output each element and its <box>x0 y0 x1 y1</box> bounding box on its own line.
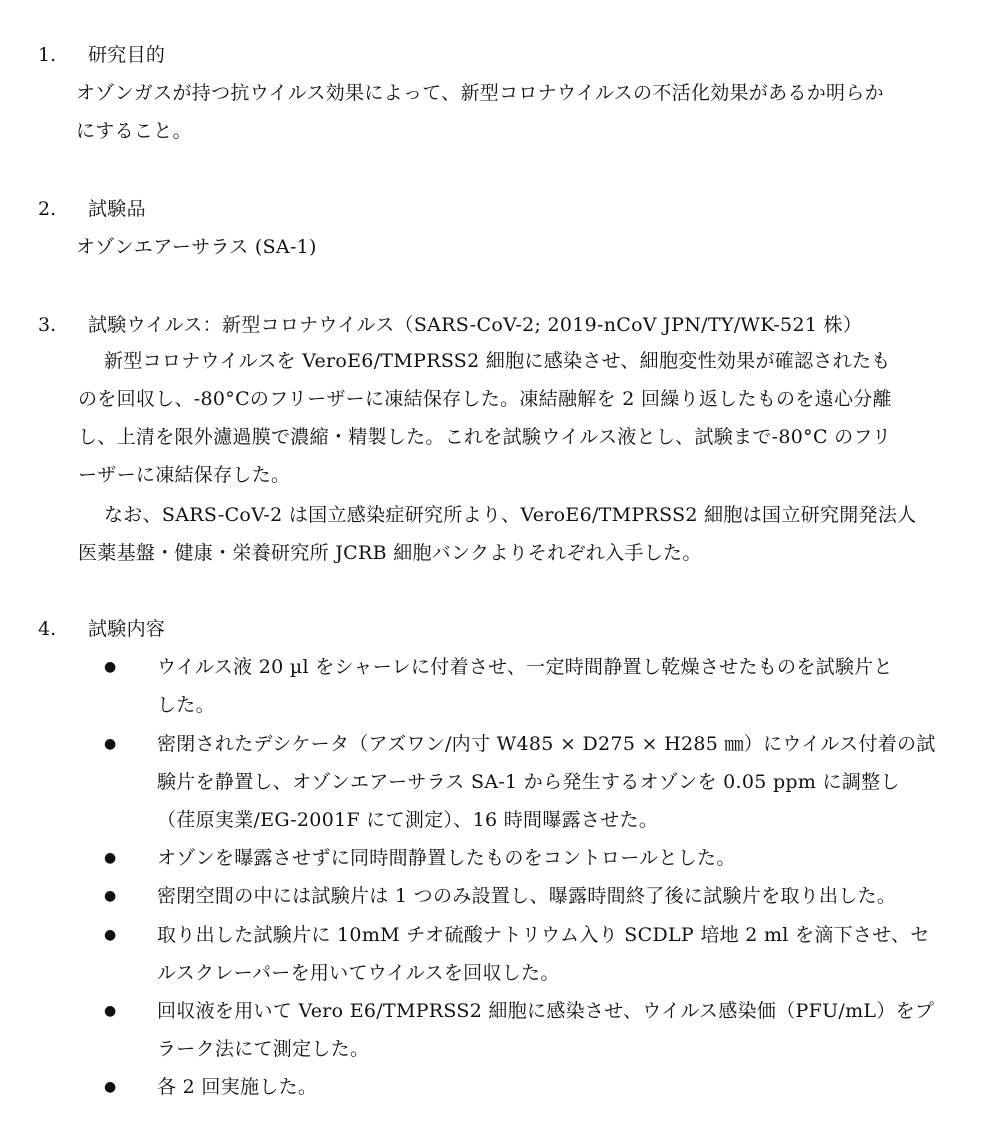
list-item-line: 験片を静置し、オゾンエアーサラス SA-1 から発生するオゾンを 0.05 ppm に調整し <box>157 771 900 793</box>
paragraph-line: ーザーに凍結保存した。 <box>78 464 291 486</box>
list-item-line: 回収液を用いて Vero E6/TMPRSS2 細胞に感染させ、ウイルス感染価（PFU/mL）をプ <box>157 1000 935 1022</box>
section-number: 4. <box>38 618 57 640</box>
list-item-line: ウイルス液 20 µl をシャーレに付着させ、一定時間静置し乾燥させたものを試験片と <box>157 656 893 678</box>
list-item-line: した。 <box>157 694 215 716</box>
list-item-line: オゾンを曝露させずに同時間静置したものをコントロールとした。 <box>157 847 736 869</box>
section-number: 2. <box>38 198 57 220</box>
list-item-line: ラーク法にて測定した。 <box>157 1038 370 1060</box>
section-heading: 試験内容 <box>88 618 166 640</box>
section-number: 3. <box>38 314 57 336</box>
section-number: 1. <box>38 44 57 66</box>
paragraph-line: し、上清を限外濾過膜で濃縮・精製した。これを試験ウイルス液とし、試験まで-80°C のフリ <box>78 426 892 448</box>
paragraph-line: オゾンエアーサラス (SA-1) <box>76 236 317 258</box>
bullet-icon: ● <box>104 659 117 675</box>
paragraph-line: なお、SARS-CoV-2 は国立感染症研究所より、VeroE6/TMPRSS2 細胞は国立研究開発法人 <box>104 504 917 526</box>
paragraph-line: オゾンガスが持つ抗ウイルス効果によって、新型コロナウイルスの不活化効果があるか明らか <box>76 82 884 104</box>
section-heading: 試験ウイルス：新型コロナウイルス（SARS-CoV-2; 2019-nCoV JPN/TY/WK-521 株） <box>88 314 863 336</box>
paragraph-line: 新型コロナウイルスを VeroE6/TMPRSS2 細胞に感染させ、細胞変性効果が確認されたも <box>104 350 891 372</box>
bullet-icon: ● <box>104 850 117 866</box>
list-item-line: 各 2 回実施した。 <box>157 1076 318 1098</box>
bullet-icon: ● <box>104 888 117 904</box>
list-item-line: （荏原実業/EG-2001F にて測定）、16 時間曝露させた。 <box>157 809 659 831</box>
bullet-icon: ● <box>104 736 117 752</box>
section-heading: 研究目的 <box>88 44 166 66</box>
list-item-line: ルスクレーパーを用いてウイルスを回収した。 <box>157 962 560 984</box>
paragraph-line: にすること。 <box>76 120 192 142</box>
list-item-line: 密閉空間の中には試験片は 1 つのみ設置し、曝露時間終了後に試験片を取り出した。 <box>157 885 897 907</box>
bullet-icon: ● <box>104 927 117 943</box>
bullet-icon: ● <box>104 1003 117 1019</box>
list-item-line: 密閉されたデシケータ（アズワン/内寸 W485 × D275 × H285 ㎜）にウイルス付着の試 <box>157 733 936 755</box>
bullet-icon: ● <box>104 1079 117 1095</box>
section-heading: 試験品 <box>88 198 146 220</box>
paragraph-line: 医薬基盤・健康・栄養研究所 JCRB 細胞バンクよりそれぞれ入手した。 <box>78 542 702 564</box>
paragraph-line: のを回収し、-80°Cのフリーザーに凍結保存した。凍結融解を 2 回繰り返したものを遠心分離 <box>78 388 892 410</box>
list-item-line: 取り出した試験片に 10mM チオ硫酸ナトリウム入り SCDLP 培地 2 ml を滴下させ、セ <box>157 924 930 946</box>
